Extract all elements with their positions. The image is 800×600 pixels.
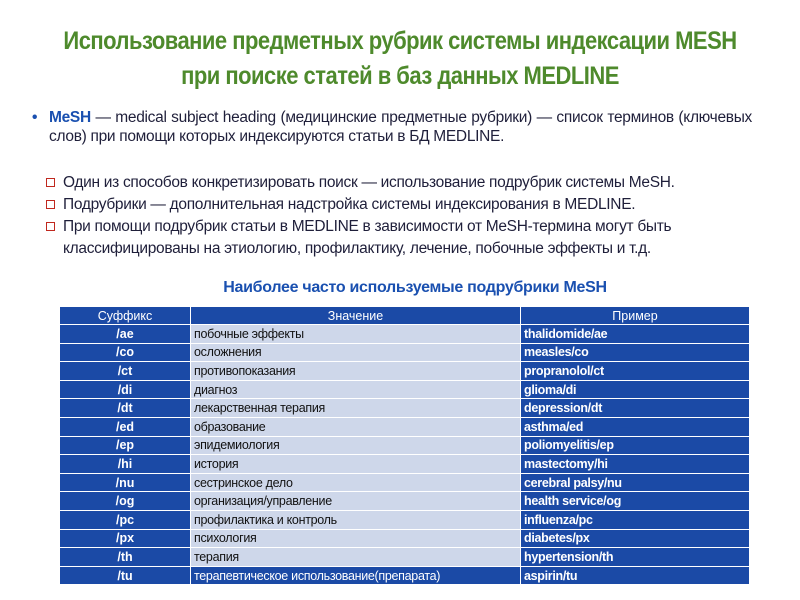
mesh-definition-body: — medical subject heading (медицинские предметные рубрики) — список терминов (ключевых слов) при помощи которых индексируются статьи в БД MEDLINE. <box>49 109 752 145</box>
sub-bullet-text: Один из способов конкретизировать поиск — использование подрубрик системы MeSH. <box>63 174 675 191</box>
table-row <box>60 436 750 455</box>
meaning-cell: организация/управление <box>191 492 521 511</box>
sub-bullet-item <box>44 194 744 216</box>
example-cell: asthma/ed <box>521 417 750 436</box>
suffix-cell: /og <box>60 492 191 511</box>
example-cell: cerebral palsy/nu <box>521 473 750 492</box>
checkbox-bullet-icon <box>46 200 55 209</box>
table-row <box>60 380 750 399</box>
meaning-cell: история <box>191 455 521 474</box>
table-row <box>60 417 750 436</box>
example-cell: thalidomide/ae <box>521 325 750 344</box>
table-row <box>60 399 750 418</box>
example-cell: mastectomy/hi <box>521 455 750 474</box>
meaning-cell: сестринское дело <box>191 473 521 492</box>
example-cell: aspirin/tu <box>521 566 750 585</box>
meaning-cell: терапевтическое использование(препарата) <box>191 566 521 585</box>
suffix-cell: /co <box>60 343 191 362</box>
checkbox-bullet-icon <box>46 178 55 187</box>
sub-bullet-item <box>44 216 744 260</box>
example-cell: influenza/pc <box>521 510 750 529</box>
suffix-cell: /ct <box>60 362 191 381</box>
sub-bullet-item <box>44 172 744 194</box>
example-cell: diabetes/px <box>521 529 750 548</box>
column-header-meaning: Значение <box>191 307 521 325</box>
meaning-cell: противопоказания <box>191 362 521 381</box>
page-title <box>48 24 752 94</box>
suffix-cell: /dt <box>60 399 191 418</box>
sub-bullet-text: При помощи подрубрик статьи в MEDLINE в зависимости от MeSH-термина могут быть классифицированы на этиологию, профилактику, лечение, побочные эффекты и т.д. <box>63 218 672 257</box>
meaning-cell: осложнения <box>191 343 521 362</box>
sub-bullet-list <box>44 172 744 260</box>
column-header-suffix: Суффикс <box>60 307 191 325</box>
suffix-cell: /th <box>60 548 191 567</box>
meaning-cell: терапия <box>191 548 521 567</box>
table-row <box>60 492 750 511</box>
checkbox-bullet-icon <box>46 222 55 231</box>
suffix-cell: /nu <box>60 473 191 492</box>
table-header-row <box>60 307 750 325</box>
meaning-cell: лекарственная терапия <box>191 399 521 418</box>
suffix-cell: /hi <box>60 455 191 474</box>
table-row <box>60 325 750 344</box>
table-row <box>60 529 750 548</box>
mesh-definition-bullet <box>32 108 752 146</box>
suffix-cell: /pc <box>60 510 191 529</box>
example-cell: glioma/di <box>521 380 750 399</box>
column-header-example: Пример <box>521 307 750 325</box>
example-cell: propranolol/ct <box>521 362 750 381</box>
example-cell: poliomyelitis/ep <box>521 436 750 455</box>
title-line-2: при поиске статей в баз данных MEDLINE <box>181 62 619 90</box>
example-cell: health service/og <box>521 492 750 511</box>
mesh-keyword: MeSH <box>49 109 91 126</box>
meaning-cell: эпидемиология <box>191 436 521 455</box>
meaning-cell: образование <box>191 417 521 436</box>
suffix-cell: /tu <box>60 566 191 585</box>
example-cell: hypertension/th <box>521 548 750 567</box>
table-row <box>60 343 750 362</box>
sub-bullet-text: Подрубрики — дополнительная надстройка системы индексирования в MEDLINE. <box>63 196 636 213</box>
example-cell: depression/dt <box>521 399 750 418</box>
subheadings-table <box>59 306 750 585</box>
table-row <box>60 362 750 381</box>
meaning-cell: диагноз <box>191 380 521 399</box>
meaning-cell: психология <box>191 529 521 548</box>
mesh-definition-text <box>49 108 752 146</box>
example-cell: measles/co <box>521 343 750 362</box>
suffix-cell: /ae <box>60 325 191 344</box>
table-body <box>60 325 750 585</box>
suffix-cell: /ep <box>60 436 191 455</box>
table-row <box>60 548 750 567</box>
meaning-cell: побочные эффекты <box>191 325 521 344</box>
table-row <box>60 566 750 585</box>
table-row <box>60 455 750 474</box>
suffix-cell: /px <box>60 529 191 548</box>
table-row <box>60 473 750 492</box>
meaning-cell: профилактика и контроль <box>191 510 521 529</box>
suffix-cell: /di <box>60 380 191 399</box>
table-title: Наиболее часто используемые подрубрики MeSH <box>223 279 607 296</box>
table-row <box>60 510 750 529</box>
bullet-dot: • <box>32 109 38 126</box>
suffix-cell: /ed <box>60 417 191 436</box>
title-line-1: Использование предметных рубрик системы индексации MESH <box>63 27 737 55</box>
